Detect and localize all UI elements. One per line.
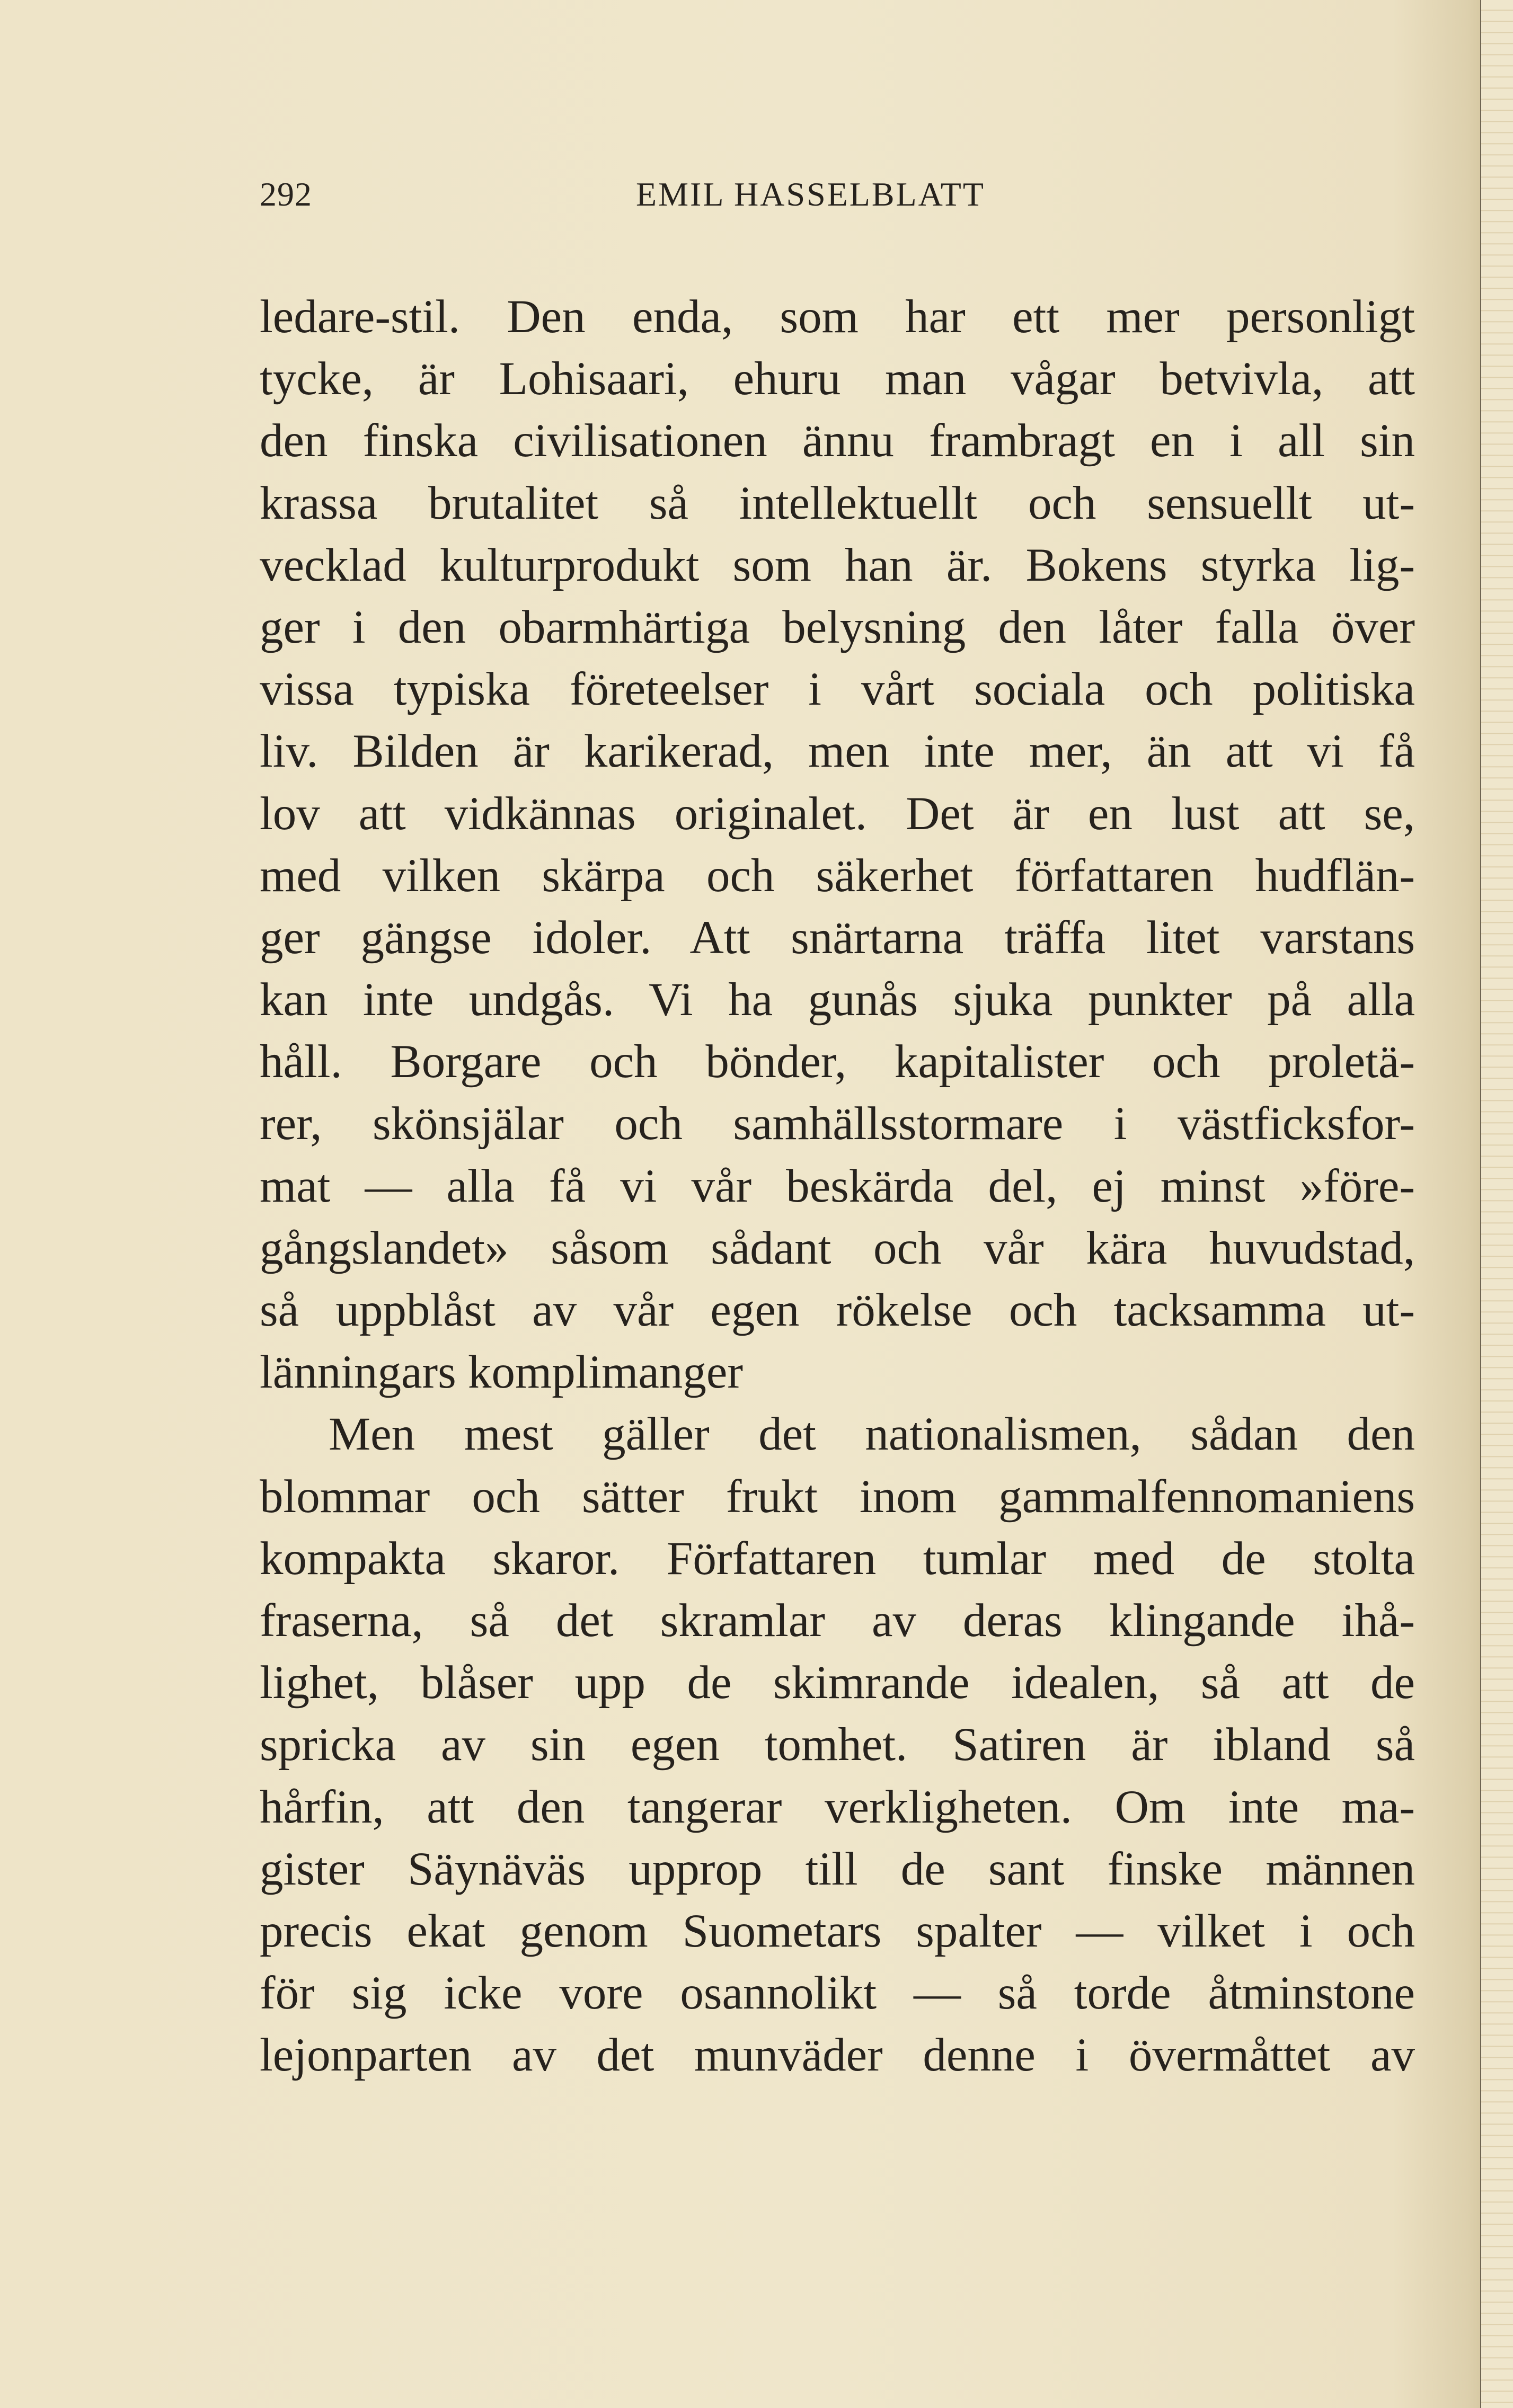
text-line: mat — alla få vi vår beskärda del, ej minst »före- [260, 1160, 1415, 1212]
page-number: 292 [260, 175, 312, 213]
text-line: liv. Bilden är karikerad, men inte mer, än att vi få [260, 725, 1415, 778]
text-line: ger gängse idoler. Att snärtarna träffa litet varstans [260, 911, 1415, 964]
text-line: lejonparten av det munväder denne i övermåttet av [260, 2029, 1415, 2082]
text-line: länningars komplimanger [260, 1346, 744, 1399]
text-line: gångslandet» såsom sådant och vår kära huvudstad, [260, 1222, 1415, 1274]
text-line: för sig icke vore osannolikt — så torde åtminstone [260, 1967, 1415, 2020]
text-line: vecklad kulturprodukt som han är. Bokens styrka lig- [260, 539, 1415, 591]
running-head: EMIL HASSELBLATT [636, 175, 985, 213]
page-edge [1480, 0, 1513, 2408]
body-text [260, 286, 1415, 2086]
text-line: kan inte undgås. Vi ha gunås sjuka punkter på alla [260, 974, 1415, 1026]
text-line: rer, skönsjälar och samhällsstormare i västficksfor- [260, 1098, 1415, 1150]
text-line: lighet, blåser upp de skimrande idealen, så att de [260, 1657, 1415, 1709]
text-line: den finska civilisationen ännu frambragt en i all sin [260, 415, 1415, 467]
text-line: Men mest gäller det nationalismen, sådan den [329, 1408, 1415, 1461]
page-header [260, 175, 1055, 233]
text-line: lov att vidkännas originalet. Det är en lust att se, [260, 787, 1415, 840]
text-line: spricka av sin egen tomhet. Satiren är ibland så [260, 1719, 1415, 1771]
text-line: blommar och sätter frukt inom gammalfennomaniens [260, 1470, 1415, 1523]
text-line: hårfin, att den tangerar verkligheten. Om inte ma- [260, 1781, 1415, 1833]
text-line: gister Säynäväs upprop till de sant finske männen [260, 1843, 1415, 1895]
text-line: vissa typiska företeelser i vårt sociala och politiska [260, 663, 1415, 716]
text-line: tycke, är Lohisaari, ehuru man vågar betvivla, att [260, 353, 1415, 405]
text-line: ger i den obarmhärtiga belysning den låter falla över [260, 601, 1415, 653]
text-line: så uppblåst av vår egen rökelse och tacksamma ut- [260, 1284, 1415, 1336]
text-line: kompakta skaror. Författaren tumlar med de stolta [260, 1532, 1415, 1585]
text-line: krassa brutalitet så intellektuellt och sensuellt ut- [260, 477, 1415, 529]
text-line: håll. Borgare och bönder, kapitalister och proletä- [260, 1036, 1415, 1088]
text-line: precis ekat genom Suometars spalter — vilket i och [260, 1905, 1415, 1957]
text-line: ledare-stil. Den enda, som har ett mer personligt [260, 291, 1415, 343]
text-line: fraserna, så det skramlar av deras klingande ihå- [260, 1594, 1415, 1647]
text-line: med vilken skärpa och säkerhet författaren hudflän- [260, 849, 1415, 902]
